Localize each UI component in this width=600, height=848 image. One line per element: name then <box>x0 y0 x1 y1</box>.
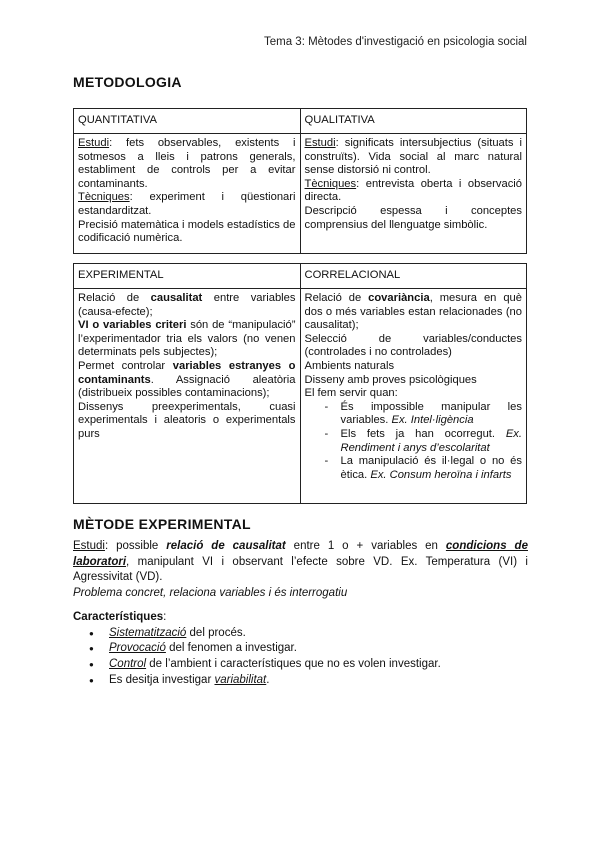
header-quantitativa: QUANTITATIVA <box>74 109 301 134</box>
list-item: - Els fets ja han ocorregut. Ex. Rendiment i anys d’escolaritat <box>323 428 523 455</box>
qual-tecniques: Tècniques: entrevista oberta i observació directa. <box>304 177 522 204</box>
list-item: ● Control de l’ambient i característiques que no es volen investigar. <box>109 657 528 673</box>
corr-quan: El fem servir quan: <box>304 387 398 400</box>
quant-precisio: Precisió matemàtica i models estadístics de codificació numèrica. <box>78 218 296 245</box>
qual-estudi: Estudi: significats intersubjectius (situats i construïts). Vida social al marc natural sense distorsió ni control. <box>304 137 522 177</box>
quant-estudi: Estudi: fets observables, existents i sotmesos a lleis i patrons generals, establiment de controls per a evitar contaminants. <box>78 137 296 190</box>
exp-causalitat: Relació de causalitat entre variables (causa-efecte); <box>78 292 296 318</box>
caracteristiques-section <box>73 610 528 689</box>
caracteristiques-title: Característiques: <box>73 611 167 623</box>
page-header: Tema 3: Mètodes d'investigació en psicologia social <box>263 36 527 48</box>
list-item: - És impossible manipular les variables. Ex. Intel·ligència <box>323 401 523 428</box>
header-correlacional: CORRELACIONAL <box>300 264 527 289</box>
estudi-paragraph: Estudi: possible relació de causalitat entre 1 o + variables en condicions de laboratori, manipulant VI i observant l’efecte sobre VD. Ex. Temperatura (VI) i Agressivitat (VD). Problema concret, relaciona variables i és interrogatiu <box>73 539 528 601</box>
cell-experimental <box>74 289 301 504</box>
heading-metode-experimental: MÈTODE EXPERIMENTAL <box>73 516 251 532</box>
quant-tecniques: Tècniques: experiment i qüestionari estandarditzat. <box>78 191 296 217</box>
heading-metodologia: METODOLOGIA <box>73 74 182 90</box>
corr-disseny: Disseny amb proves psicològiques <box>304 373 477 386</box>
header-experimental: EXPERIMENTAL <box>74 264 301 289</box>
exp-control: Permet controlar variables estranyes o contaminants. Assignació aleatòria (distribueix possibles contaminacions); <box>78 359 296 400</box>
table-exp-corr <box>73 263 527 504</box>
corr-ambients: Ambients naturals <box>304 359 395 372</box>
corr-covariancia: Relació de covariància, mesura en què dos o més variables estan relacionades (no causalitat); <box>304 292 522 332</box>
corr-seleccio: Selecció de variables/conductes (controlades i no controlades) <box>304 332 522 359</box>
estudi-italic: Problema concret, relaciona variables i és interrogatiu <box>73 586 348 599</box>
list-item: ● Sistematització del procés. <box>109 626 528 642</box>
exp-dissenys: Dissenys preexperimentals, cuasi experimentals i aleatoris o experimentals purs <box>78 400 296 440</box>
list-item: ● Provocació del fenomen a investigar. <box>109 641 528 657</box>
cell-correlacional <box>300 289 527 504</box>
cell-qualitativa <box>300 134 527 254</box>
header-qualitativa: QUALITATIVA <box>300 109 527 134</box>
corr-list <box>305 401 523 483</box>
caracteristiques-list <box>73 626 528 689</box>
list-item: - La manipulació és il·legal o no és ètica. Ex. Consum heroïna i infarts <box>323 455 523 482</box>
table-quant-qual <box>73 108 527 254</box>
list-item: ● Es desitja investigar variabilitat. <box>109 673 528 689</box>
qual-descripcio: Descripció espessa i conceptes comprensius del llenguatge simbòlic. <box>304 204 522 231</box>
exp-vi: VI o variables criteri són de “manipulació” l’experimentador tria els valors (no venen determinats pels subjectes); <box>78 319 296 359</box>
cell-quantitativa <box>74 134 301 254</box>
